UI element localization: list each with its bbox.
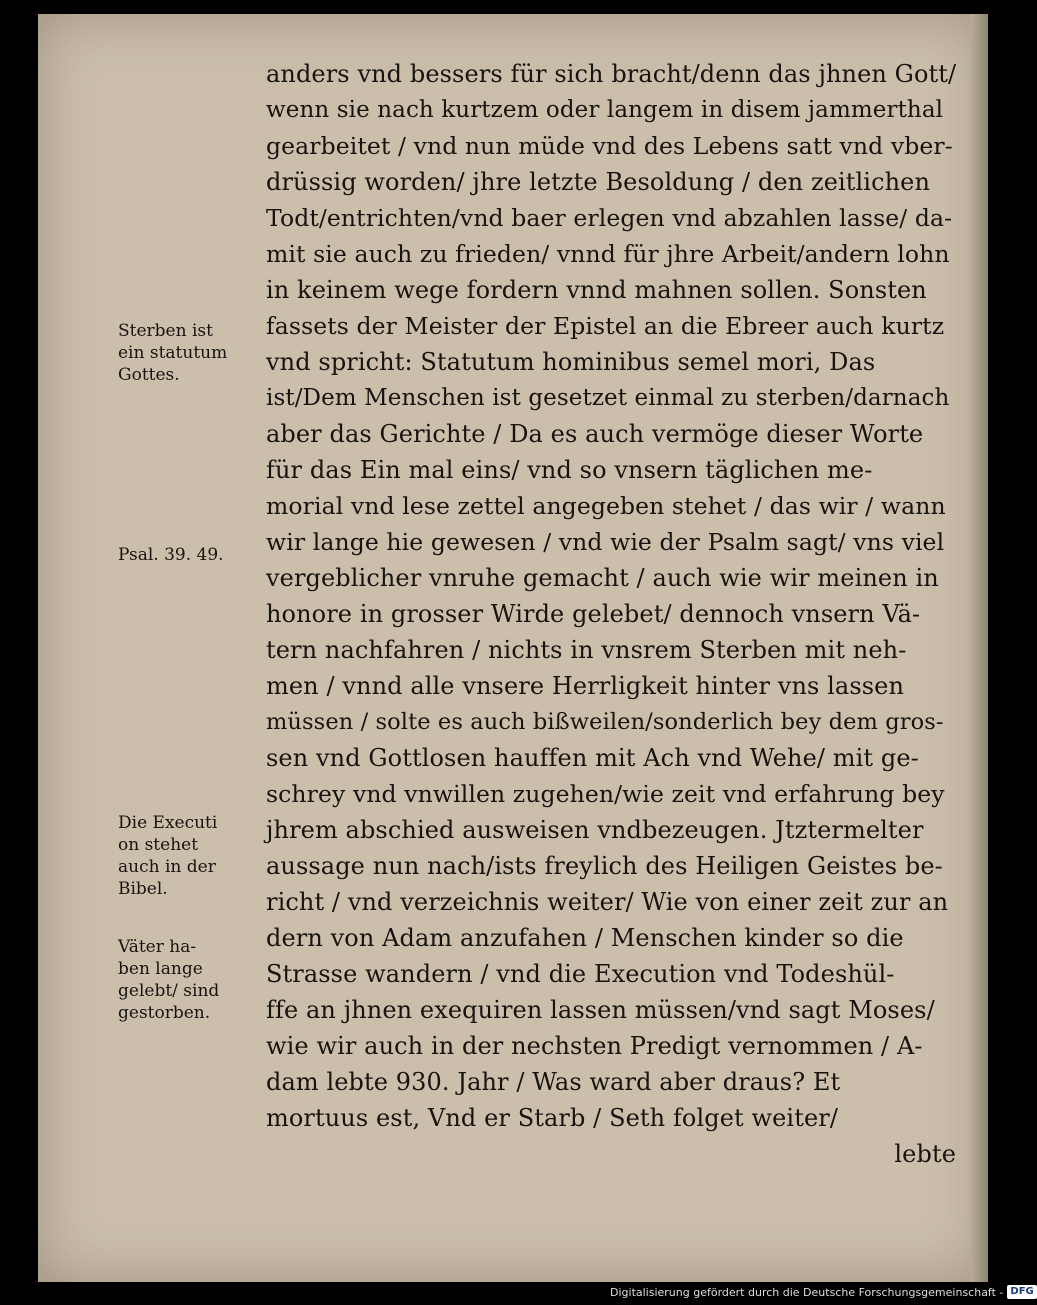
text-line: ist/Dem Menschen ist gesetzet einmal zu sterben/darnach: [266, 385, 950, 411]
text-line: morial vnd lese zettel angegeben stehet / das wir / wann: [266, 492, 946, 520]
dfg-logo-icon: DFG: [1007, 1285, 1036, 1299]
margin-note-line: ein statutum: [118, 343, 228, 363]
margin-note-line: Bibel.: [118, 879, 168, 899]
text-line: wie wir auch in der nechsten Predigt vernommen / A-: [266, 1032, 923, 1060]
text-line: tern nachfahren / nichts in vnsrem Sterben mit neh-: [266, 636, 907, 664]
text-line: aussage nun nach/ists freylich des Heiligen Geistes be-: [266, 852, 943, 880]
margin-note-line: Die Executi: [118, 813, 218, 833]
text-line: sen vnd Gottlosen hauffen mit Ach vnd Wehe/ mit ge-: [266, 744, 919, 772]
text-line: lebte: [894, 1140, 956, 1168]
text-line: honore in grosser Wirde gelebet/ dennoch vnsern Vä-: [266, 600, 921, 628]
margin-note-line: auch in der: [118, 857, 216, 877]
text-line: für das Ein mal eins/ vnd so vnsern täglichen me-: [266, 456, 873, 484]
text-line: wenn sie nach kurtzem oder langem in disem jammerthal: [266, 97, 944, 123]
text-line: jhrem abschied ausweisen vndbezeugen. Jtztermelter: [266, 816, 924, 844]
main-text-block: [266, 56, 956, 1172]
book-page: [38, 14, 988, 1282]
margin-note-sterben: [118, 320, 258, 386]
text-line: dam lebte 930. Jahr / Was ward aber draus? Et: [266, 1068, 841, 1096]
margin-note-line: gestorben.: [118, 1003, 211, 1023]
text-line: müssen / solte es auch bißweilen/sonderlich bey dem gros-: [266, 709, 944, 735]
text-line: mit sie auch zu frieden/ vnnd für jhre Arbeit/andern lohn: [266, 240, 950, 268]
text-line: Todt/entrichten/vnd baer erlegen vnd abzahlen lasse/ da-: [266, 204, 953, 232]
text-line: wir lange hie gewesen / vnd wie der Psalm sagt/ vns viel: [266, 528, 945, 556]
text-line: men / vnnd alle vnsere Herrligkeit hinter vns lassen: [266, 672, 905, 700]
margin-note-line: ben lange: [118, 959, 203, 979]
text-line: drüssig worden/ jhre letzte Besoldung / den zeitlichen: [266, 168, 931, 196]
page-gutter: [970, 14, 988, 1282]
text-line: anders vnd bessers für sich bracht/denn das jhnen Gott/: [266, 60, 957, 88]
text-line: Strasse wandern / vnd die Execution vnd Todeshül-: [266, 960, 895, 988]
text-line: richt / vnd verzeichnis weiter/ Wie von einer zeit zur an: [266, 888, 949, 916]
margin-note-line: gelebt/ sind: [118, 981, 220, 1001]
margin-note-line: Gottes.: [118, 365, 180, 385]
text-line: schrey vnd vnwillen zugehen/wie zeit vnd erfahrung bey: [266, 780, 945, 808]
margin-note-line: on stehet: [118, 835, 199, 855]
margin-note-execution: [118, 812, 258, 900]
margin-note-line: Psal. 39. 49.: [118, 545, 224, 565]
text-line: aber das Gerichte / Da es auch vermöge dieser Worte: [266, 420, 924, 448]
text-line: dern von Adam anzufahen / Menschen kinder so die: [266, 924, 904, 952]
text-line: mortuus est, Vnd er Starb / Seth folget weiter/: [266, 1104, 839, 1132]
text-line: vnd spricht: Statutum hominibus semel mori, Das: [266, 348, 876, 376]
text-line: in keinem wege fordern vnnd mahnen sollen. Sonsten: [266, 276, 927, 304]
text-line: vergeblicher vnruhe gemacht / auch wie wir meinen in: [266, 564, 939, 592]
text-line: fassets der Meister der Epistel an die Ebreer auch kurtz: [266, 312, 945, 340]
margin-note-line: Sterben ist: [118, 321, 213, 341]
margin-note-vaeter: [118, 936, 258, 1024]
digitization-footer: [610, 1285, 1037, 1299]
text-line: ffe an jhnen exequiren lassen müssen/vnd sagt Moses/: [266, 996, 935, 1024]
margin-note-psalm: [118, 544, 258, 566]
text-line: gearbeitet / vnd nun müde vnd des Lebens satt vnd vber-: [266, 132, 953, 160]
margin-note-line: Väter ha-: [118, 937, 197, 957]
footer-text: Digitalisierung gefördert durch die Deutsche Forschungsgemeinschaft -: [610, 1285, 1004, 1299]
